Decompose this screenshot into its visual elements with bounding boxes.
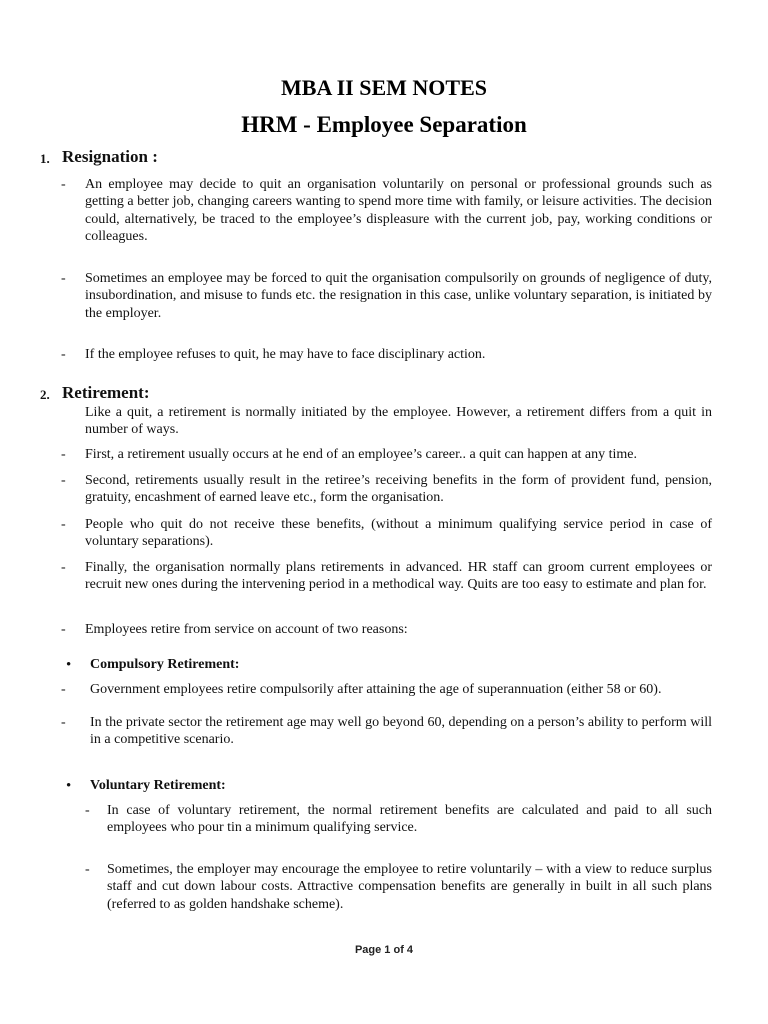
list-item: Second, retirements usually result in the retiree’s receiving benefits in the form of provident fund, pension, gratuity, encashment of earned leave etc., form the organisation. bbox=[85, 473, 712, 506]
list-item: First, a retirement usually occurs at he end of an employee’s career.. a quit can happen at any time. bbox=[85, 447, 638, 462]
list-dash: - bbox=[61, 517, 66, 532]
list-item: Employees retire from service on account of two reasons: bbox=[85, 622, 408, 637]
list-item: In case of voluntary retirement, the normal retirement benefits are calculated and paid to all such employees who pour tin a minimum qualifying service. bbox=[107, 803, 712, 836]
section-heading: Retirement: bbox=[62, 383, 150, 402]
list-item: People who quit do not receive these benefits, (without a minimum qualifying service period in case of voluntary separations). bbox=[85, 517, 712, 550]
list-item: Sometimes an employee may be forced to quit the organisation compulsorily on grounds of negligence of duty, insubordination, and misuse to funds etc. the resignation in this case, unlike voluntary separation, is initiated by the employer. bbox=[85, 271, 712, 321]
list-item: If the employee refuses to quit, he may have to face disciplinary action. bbox=[85, 347, 486, 362]
bullet-icon: • bbox=[66, 778, 72, 794]
section-heading: Resignation : bbox=[62, 147, 158, 166]
section-number: 2. bbox=[40, 387, 50, 402]
document-subtitle: HRM - Employee Separation bbox=[241, 112, 527, 137]
section-number: 1. bbox=[40, 151, 50, 166]
list-dash: - bbox=[61, 682, 66, 697]
list-dash: - bbox=[61, 473, 66, 488]
subsection-heading: Voluntary Retirement: bbox=[90, 778, 226, 793]
list-dash: - bbox=[61, 560, 66, 575]
list-item: Government employees retire compulsorily after attaining the age of superannuation (either 58 or 60). bbox=[90, 682, 662, 697]
list-dash: - bbox=[61, 715, 66, 730]
list-dash: - bbox=[85, 803, 90, 818]
list-item: Finally, the organisation normally plans retirements in advanced. HR staff can groom current employees or recruit new ones during the intervening period in a methodical way. Quits are too easy to estimate and plan for. bbox=[85, 560, 712, 593]
list-dash: - bbox=[61, 271, 66, 286]
subsection-heading: Compulsory Retirement: bbox=[90, 657, 240, 672]
list-dash: - bbox=[85, 862, 90, 877]
list-dash: - bbox=[61, 447, 66, 462]
list-dash: - bbox=[61, 622, 66, 637]
page-number: Page 1 of 4 bbox=[354, 944, 414, 956]
list-item: Sometimes, the employer may encourage the employee to retire voluntarily – with a view to reduce surplus staff and cut down labour costs. Attractive compensation benefits are generally in built in all such plans (referred to as golden handshake scheme). bbox=[107, 862, 712, 912]
document-title: MBA II SEM NOTES bbox=[281, 75, 487, 100]
list-item: In the private sector the retirement age may well go beyond 60, depending on a person’s ability to perform will in a competitive scenario. bbox=[90, 715, 712, 748]
section-intro: Like a quit, a retirement is normally initiated by the employee. However, a retirement differs from a quit in number of ways. bbox=[85, 405, 712, 438]
list-dash: - bbox=[61, 347, 66, 362]
list-item: An employee may decide to quit an organisation voluntarily on personal or professional grounds such as getting a better job, changing careers wanting to spend more time with family, or leisure activities. The decision could, alternatively, be traced to the employee’s displeasure with the current job, pay, working conditions or colleagues. bbox=[85, 177, 712, 245]
bullet-icon: • bbox=[66, 657, 72, 673]
list-dash: - bbox=[61, 177, 66, 192]
